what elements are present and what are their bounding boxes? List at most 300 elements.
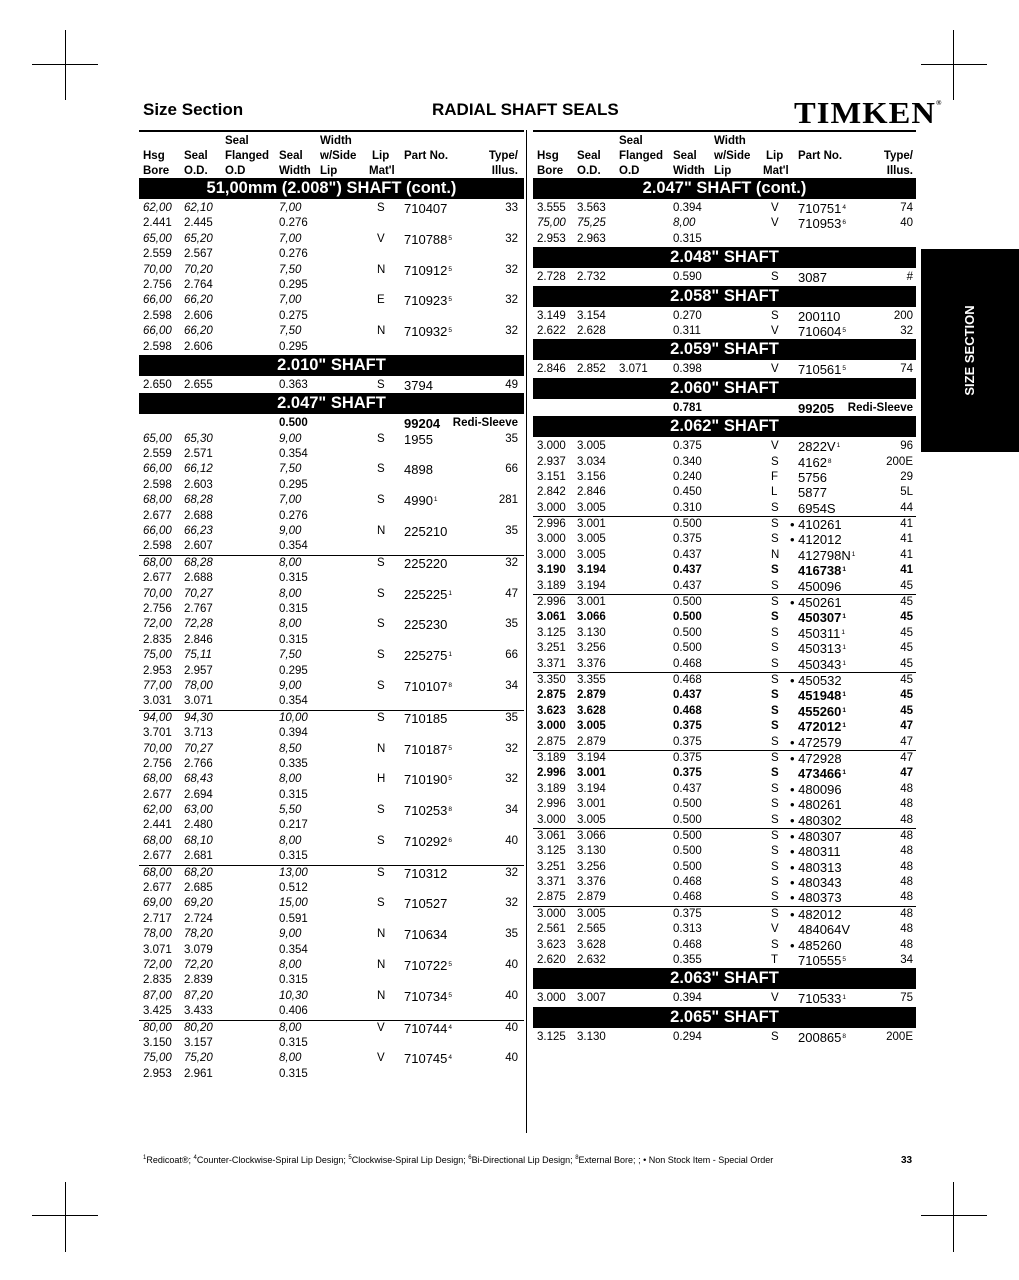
shaft-size-banner: 2.065" SHAFT — [533, 1007, 916, 1028]
hsg-bore: 78,00 — [143, 928, 172, 941]
footnote-ref: 5 — [448, 775, 453, 783]
seal-width: 0.354 — [279, 540, 308, 553]
lip-material: S — [771, 907, 779, 920]
footnote-ref: 6 — [448, 836, 453, 844]
table-row — [139, 556, 524, 571]
part-number-text: 4990 — [404, 493, 433, 509]
footnote-ref: 1 — [842, 994, 847, 1002]
column-header-label: Lip — [714, 165, 732, 177]
part-number — [798, 501, 836, 516]
hsg-bore: 2.598 — [143, 309, 172, 322]
seal-width: 0.394 — [673, 992, 702, 1005]
seal-width: 0.295 — [279, 478, 308, 491]
part-number-text: 225220 — [404, 555, 448, 571]
table-row — [139, 757, 524, 772]
crop-mark — [953, 1182, 954, 1252]
size-section-tab — [921, 249, 1019, 452]
seal-width: 0.315 — [673, 232, 702, 245]
part-number-text: • 485260 — [790, 937, 842, 953]
type-illus: 47 — [900, 767, 913, 780]
seal-width: 7,50 — [279, 649, 302, 662]
row-group — [139, 416, 524, 555]
lip-material: S — [377, 587, 385, 600]
table-row — [139, 664, 524, 679]
seal-od: 3.433 — [184, 1005, 213, 1018]
type-illus: 29 — [900, 470, 913, 483]
seal-od: 3.066 — [577, 611, 606, 624]
type-illus: 32 — [505, 294, 518, 307]
seal-od: 66,12 — [184, 463, 213, 476]
part-number — [798, 641, 846, 656]
seal-width: 0.315 — [279, 850, 308, 863]
seal-width: 0.240 — [673, 470, 702, 483]
hsg-bore: 2.842 — [537, 486, 566, 499]
seal-width: 0.217 — [279, 819, 308, 832]
table-row — [533, 907, 916, 922]
table-row — [533, 844, 916, 859]
part-number-text: 3087 — [798, 270, 827, 286]
seal-width: 15,00 — [279, 897, 308, 910]
table-row — [139, 726, 524, 741]
lip-material: S — [771, 782, 779, 795]
seal-od: 2.732 — [577, 271, 606, 284]
row-group — [533, 309, 916, 340]
part-number — [404, 772, 452, 787]
table-row — [139, 416, 524, 431]
lip-material: S — [377, 494, 385, 507]
footnote-ref: 4 — [448, 1054, 453, 1062]
hsg-bore: 2.756 — [143, 278, 172, 291]
type-illus: 48 — [900, 782, 913, 795]
part-number-text: 451948 — [798, 688, 842, 704]
seal-width: 7,00 — [279, 494, 302, 507]
table-row — [139, 378, 524, 393]
part-number — [790, 595, 842, 610]
type-illus: 200E — [886, 455, 913, 468]
part-number — [404, 1021, 452, 1036]
lip-material: S — [771, 860, 779, 873]
seal-width: 0.375 — [673, 720, 702, 733]
column-header-label: O.D — [225, 165, 246, 177]
hsg-bore: 3.125 — [537, 845, 566, 858]
table-row — [533, 517, 916, 532]
hsg-bore: 3.000 — [537, 720, 566, 733]
timken-logo — [794, 95, 941, 131]
lip-material: S — [771, 271, 779, 284]
lip-material: S — [377, 711, 385, 724]
seal-width: 0.295 — [279, 664, 308, 677]
table-row — [139, 232, 524, 247]
seal-od: 3.563 — [577, 202, 606, 214]
seal-width: 0.450 — [673, 486, 702, 499]
seal-width: 0.437 — [673, 564, 702, 577]
part-number — [798, 439, 840, 454]
shaft-size-banner: 2.062" SHAFT — [533, 416, 916, 437]
seal-width: 0.500 — [673, 642, 702, 655]
table-row — [139, 881, 524, 896]
hsg-bore: 2.756 — [143, 757, 172, 770]
table-row — [139, 896, 524, 911]
table-row — [139, 524, 524, 539]
hsg-bore: 3.000 — [537, 533, 566, 546]
hsg-bore: 3.150 — [143, 1036, 172, 1049]
part-number — [798, 579, 841, 594]
hsg-bore: 68,00 — [143, 773, 172, 786]
seal-od: 2.879 — [577, 891, 606, 904]
table-row — [533, 657, 916, 672]
part-number-text: 710292 — [404, 833, 448, 849]
table-row — [139, 1051, 524, 1066]
lip-material: S — [771, 735, 779, 748]
table-row — [533, 922, 916, 937]
crop-mark — [32, 1215, 98, 1216]
seal-width: 8,00 — [673, 217, 696, 230]
hsg-bore: 2.598 — [143, 478, 172, 491]
hsg-bore: 66,00 — [143, 463, 172, 476]
part-number — [798, 922, 850, 937]
table-row — [533, 735, 916, 750]
seal-od: 66,20 — [184, 294, 213, 307]
lip-material: V — [771, 923, 779, 936]
hsg-bore: 2.441 — [143, 217, 172, 230]
part-number-text: 416738 — [798, 563, 842, 579]
column-header-label: Width — [279, 165, 311, 177]
part-number-text: • 482012 — [790, 906, 842, 922]
type-illus: 74 — [900, 202, 913, 214]
seal-od: 3.001 — [577, 767, 606, 780]
hsg-bore: 3.371 — [537, 876, 566, 889]
column-header-label: Seal — [225, 135, 249, 147]
table-row — [533, 563, 916, 578]
table-row — [139, 958, 524, 973]
hsg-bore: 2.717 — [143, 912, 172, 925]
column-header-label: Seal — [279, 150, 303, 162]
lip-material: V — [771, 363, 779, 376]
type-illus: 32 — [505, 263, 518, 276]
part-number — [404, 679, 452, 694]
hsg-bore: 3.701 — [143, 727, 172, 740]
table-row — [139, 263, 524, 278]
part-number-text: 450313 — [798, 641, 842, 657]
table-row — [139, 462, 524, 477]
row-group — [533, 516, 916, 594]
side-tab-label — [921, 249, 1019, 452]
seal-width: 0.500 — [673, 611, 702, 624]
hsg-bore: 3.350 — [537, 673, 566, 686]
seal-width: 0.375 — [673, 440, 702, 453]
hsg-bore: 2.598 — [143, 340, 172, 353]
seal-od: 3.194 — [577, 751, 606, 764]
footnote-ref: 1 — [433, 496, 438, 504]
hsg-bore: 3.189 — [537, 751, 566, 764]
part-number-text: 710722 — [404, 957, 448, 973]
part-number-text: 4162 — [798, 454, 827, 470]
part-number — [798, 324, 846, 339]
lip-material: S — [771, 938, 779, 951]
type-illus: 48 — [900, 907, 913, 920]
hsg-bore: 3.000 — [537, 907, 566, 920]
seal-width: 0.500 — [673, 798, 702, 811]
part-number — [404, 866, 447, 881]
table-row — [139, 447, 524, 462]
seal-width: 0.591 — [279, 912, 308, 925]
row-group — [139, 555, 524, 710]
part-number — [404, 462, 433, 477]
seal-od: 2.606 — [184, 340, 213, 353]
seal-od: 2.685 — [184, 882, 213, 895]
type-illus: 48 — [900, 845, 913, 858]
seal-width: 10,30 — [279, 989, 308, 1002]
table-row — [139, 216, 524, 231]
part-number-text: • 480311 — [790, 844, 841, 860]
part-number-text: 5877 — [798, 485, 827, 501]
table-row — [533, 485, 916, 500]
seal-width: 0.375 — [673, 735, 702, 748]
table-row — [139, 711, 524, 726]
crop-mark — [32, 64, 98, 65]
seal-width: 0.500 — [673, 829, 702, 842]
seal-width: 0.590 — [673, 271, 702, 284]
type-illus: 40 — [505, 958, 518, 971]
seal-od: 75,11 — [184, 649, 212, 662]
column-header-label: Part No. — [798, 150, 843, 162]
seal-width: 0.354 — [279, 695, 308, 708]
shaft-size-banner: 2.010" SHAFT — [139, 355, 524, 376]
seal-width: 0.315 — [279, 1036, 308, 1049]
hsg-bore: 2.835 — [143, 633, 172, 646]
hsg-bore: 3.425 — [143, 1005, 172, 1018]
row-group — [533, 906, 916, 969]
lip-material: V — [377, 232, 385, 245]
lip-material: S — [377, 378, 385, 391]
lip-material: S — [771, 642, 779, 655]
lip-material: S — [377, 866, 385, 879]
footnote-ref: 1 — [448, 651, 453, 659]
row-group — [139, 1020, 524, 1083]
table-row — [139, 617, 524, 632]
seal-width: 7,50 — [279, 263, 302, 276]
part-number — [404, 201, 447, 216]
seal-od: 75,25 — [577, 217, 606, 230]
hsg-bore: 72,00 — [143, 618, 172, 631]
seal-od: 62,10 — [184, 202, 213, 214]
table-row — [533, 362, 916, 377]
hsg-bore: 62,00 — [143, 804, 172, 817]
type-illus: 66 — [505, 463, 518, 476]
column-header — [533, 130, 916, 178]
hsg-bore: 3.623 — [537, 938, 566, 951]
hsg-bore: 3.189 — [537, 782, 566, 795]
seal-width: 0.295 — [279, 340, 308, 353]
part-number-text: • 480261 — [790, 797, 842, 813]
footnote-ref: 1 — [842, 613, 847, 621]
part-number — [404, 432, 433, 447]
hsg-bore: 2.677 — [143, 572, 172, 585]
part-number — [798, 953, 846, 968]
hsg-bore: 2.622 — [537, 324, 566, 337]
type-illus: Redi-Sleeve — [452, 417, 518, 430]
type-illus: 200 — [893, 309, 913, 322]
part-number-text: 710187 — [404, 741, 448, 757]
hsg-bore: 2.937 — [537, 455, 566, 468]
table-row — [139, 539, 524, 554]
lip-material: S — [771, 798, 779, 811]
part-number — [790, 860, 842, 875]
seal-od: 3.157 — [184, 1036, 213, 1049]
hsg-bore: 2.875 — [537, 891, 566, 904]
hsg-bore: 70,00 — [143, 742, 172, 755]
lip-material: S — [377, 463, 385, 476]
footnote-ref: 1 — [842, 566, 847, 574]
hsg-bore: 3.251 — [537, 860, 566, 873]
lip-material: S — [771, 720, 779, 733]
seal-od: 78,00 — [184, 679, 213, 692]
column-header-label: Lip — [320, 165, 338, 177]
type-illus: Redi-Sleeve — [847, 401, 913, 414]
part-number-text: 710912 — [404, 262, 448, 278]
seal-width: 0.375 — [673, 751, 702, 764]
hsg-bore: 69,00 — [143, 897, 172, 910]
table-row — [533, 751, 916, 766]
type-illus: 40 — [505, 989, 518, 1002]
part-number — [798, 610, 846, 625]
seal-width: 0.468 — [673, 938, 702, 951]
column-header-label: Hsg — [143, 150, 165, 162]
part-number-text: 484064V — [798, 922, 851, 938]
footnote-ref: 8 — [842, 1032, 847, 1040]
part-number — [790, 797, 842, 812]
seal-width: 0.468 — [673, 704, 702, 717]
table-row — [533, 688, 916, 703]
type-illus: 34 — [900, 954, 913, 967]
type-illus: 33 — [505, 202, 518, 214]
table-row — [139, 772, 524, 787]
part-number — [404, 896, 447, 911]
hsg-bore: 3.061 — [537, 611, 566, 624]
part-number-text: 225230 — [404, 617, 448, 633]
part-number — [404, 524, 447, 539]
part-number — [404, 803, 452, 818]
column-header-label: Width — [320, 135, 352, 147]
column-header-label: Type/ — [883, 150, 913, 162]
column-header-label: Hsg — [537, 150, 559, 162]
column-header-label: Mat'l — [763, 165, 789, 177]
part-number — [404, 1051, 452, 1066]
hsg-bore: 3.000 — [537, 501, 566, 514]
table-row — [139, 633, 524, 648]
hsg-bore: 75,00 — [143, 1052, 172, 1065]
seal-width: 7,50 — [279, 463, 302, 476]
seal-width: 0.468 — [673, 876, 702, 889]
hsg-bore: 2.598 — [143, 540, 172, 553]
table-row — [533, 595, 916, 610]
seal-od: 70,27 — [184, 742, 213, 755]
hsg-bore: 3.061 — [537, 829, 566, 842]
seal-width: 10,00 — [279, 711, 308, 724]
seal-width: 0.315 — [279, 974, 308, 987]
page-number: 33 — [901, 1155, 913, 1166]
shaft-size-banner: 2.047" SHAFT — [139, 393, 524, 414]
seal-width: 9,00 — [279, 525, 302, 538]
seal-od: 2.846 — [577, 486, 606, 499]
seal-width: 8,00 — [279, 834, 302, 847]
lip-material: N — [377, 263, 386, 276]
part-number-text: 1955 — [404, 431, 433, 447]
table-row — [139, 509, 524, 524]
type-illus: 35 — [505, 928, 518, 941]
seal-od: 2.846 — [184, 633, 213, 646]
seal-od: 2.961 — [184, 1067, 213, 1080]
table-row — [139, 788, 524, 803]
table-row — [139, 478, 524, 493]
hsg-bore: 3.000 — [537, 992, 566, 1005]
seal-width: 9,00 — [279, 928, 302, 941]
footnote-ref: 5 — [842, 956, 847, 964]
seal-od: 2.655 — [184, 378, 213, 391]
type-illus: 45 — [900, 704, 913, 717]
shaft-size-banner: 2.048" SHAFT — [533, 247, 916, 268]
column-divider — [526, 130, 527, 1133]
footnote-text: Counter-Clockwise-Spiral Lip Design; — [196, 1155, 349, 1165]
seal-od: 68,43 — [184, 773, 213, 786]
seal-width: 0.315 — [279, 788, 308, 801]
hsg-bore: 3.125 — [537, 626, 566, 639]
seal-width: 8,00 — [279, 556, 302, 569]
lip-material: N — [377, 742, 386, 755]
part-number-text: 473466 — [798, 766, 842, 782]
seal-width: 7,00 — [279, 294, 302, 307]
table-row — [139, 834, 524, 849]
type-illus: 5L — [900, 486, 913, 499]
seal-width: 0.311 — [673, 324, 701, 337]
seal-od: 2.879 — [577, 735, 606, 748]
seal-od: 3.001 — [577, 798, 606, 811]
part-number-text: 200865 — [798, 1029, 842, 1045]
table-row — [139, 1004, 524, 1019]
lip-material: S — [771, 501, 779, 514]
part-number — [798, 766, 846, 781]
seal-width: 0.310 — [673, 501, 702, 514]
lip-material: S — [771, 813, 779, 826]
table-row — [533, 270, 916, 285]
table-row — [533, 641, 916, 656]
seal-od: 2.766 — [184, 757, 213, 770]
seal-od: 3.355 — [577, 673, 606, 686]
lip-material: S — [771, 657, 779, 670]
type-illus: 34 — [505, 804, 518, 817]
hsg-bore: 2.996 — [537, 596, 566, 609]
lip-material: S — [771, 309, 779, 322]
seal-od: 3.066 — [577, 829, 606, 842]
seal-od: 3.071 — [184, 695, 213, 708]
type-illus: 35 — [505, 525, 518, 538]
type-illus: 41 — [900, 548, 913, 561]
hsg-bore: 2.677 — [143, 509, 172, 522]
seal-width: 0.398 — [673, 363, 702, 376]
lip-material: N — [377, 958, 386, 971]
part-number — [404, 556, 447, 571]
seal-width: 0.295 — [279, 278, 308, 291]
lip-material: S — [377, 432, 385, 445]
table-row — [139, 803, 524, 818]
table-row — [533, 501, 916, 516]
part-number-text: 5756 — [798, 469, 827, 485]
seal-width: 0.468 — [673, 891, 702, 904]
part-number — [404, 742, 452, 757]
part-number — [798, 563, 846, 578]
table-row — [139, 201, 524, 216]
part-number-text: 710751 — [798, 201, 842, 216]
